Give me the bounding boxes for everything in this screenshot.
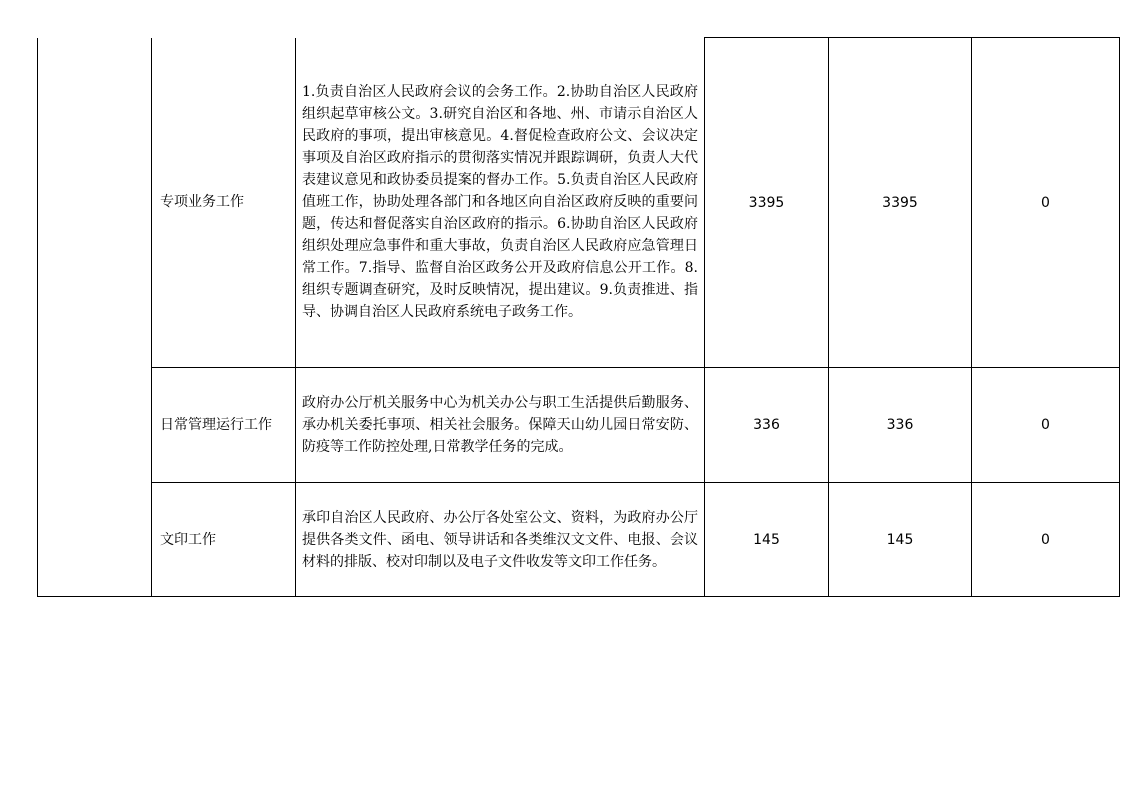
table-row xyxy=(38,38,1120,368)
project-description: 1.负责自治区人民政府会议的会务工作。2.协助自治区人民政府组织起草审核公文。3.研究自治区和各地、州、市请示自治区人民政府的事项，提出审核意见。4.督促检查政府公文、会议决定事项及自治区政府指示的贯彻落实情况并跟踪调研，负责人大代表建议意见和政协委员提案的督办工作。5.负责自治区人民政府值班工作，协助处理各部门和各地区向自治区政府反映的重要问题，传达和督促落实自治区政府的指示。6.协助自治区人民政府组织处理应急事件和重大事故，负责自治区人民政府应急管理日常工作。7.指导、监督自治区政务公开及政府信息公开工作。8.组织专题调查研究，及时反映情况，提出建议。9.负责推进、指导、协调自治区人民政府系统电子政务工作。 xyxy=(302,84,698,321)
project-description-cell xyxy=(296,38,705,368)
budget-other-cell: 0 xyxy=(972,483,1120,597)
project-description: 承印自治区人民政府、办公厅各处室公文、资料，为政府办公厅提供各类文件、函电、领导讲话和各类维汉文文件、电报、会议材料的排版、校对印制以及电子文件收发等文印工作任务。 xyxy=(302,509,698,570)
project-name: 日常管理运行工作 xyxy=(160,417,272,433)
budget-table xyxy=(37,37,1120,597)
table-row xyxy=(38,368,1120,483)
budget-total-cell: 336 xyxy=(705,368,829,483)
project-description-cell xyxy=(296,483,705,597)
category-cell xyxy=(38,38,152,597)
project-name: 专项业务工作 xyxy=(160,194,244,211)
project-name-cell xyxy=(152,38,296,368)
table-row xyxy=(38,483,1120,597)
project-description-cell xyxy=(296,368,705,483)
project-name-cell xyxy=(152,368,296,483)
budget-other-cell: 0 xyxy=(972,368,1120,483)
project-name: 文印工作 xyxy=(160,531,216,548)
project-description: 政府办公厅机关服务中心为机关办公与职工生活提供后勤服务、承办机关委托事项、相关社会服务。保障天山幼儿园日常安防、防疫等工作防控处理,日常教学任务的完成。 xyxy=(302,395,698,455)
budget-total-cell: 145 xyxy=(705,483,829,597)
budget-other-cell: 0 xyxy=(972,38,1120,368)
budget-fiscal-cell: 145 xyxy=(829,483,972,597)
project-name-cell xyxy=(152,483,296,597)
budget-fiscal-cell: 336 xyxy=(829,368,972,483)
budget-total-cell: 3395 xyxy=(705,38,829,368)
budget-fiscal-cell: 3395 xyxy=(829,38,972,368)
